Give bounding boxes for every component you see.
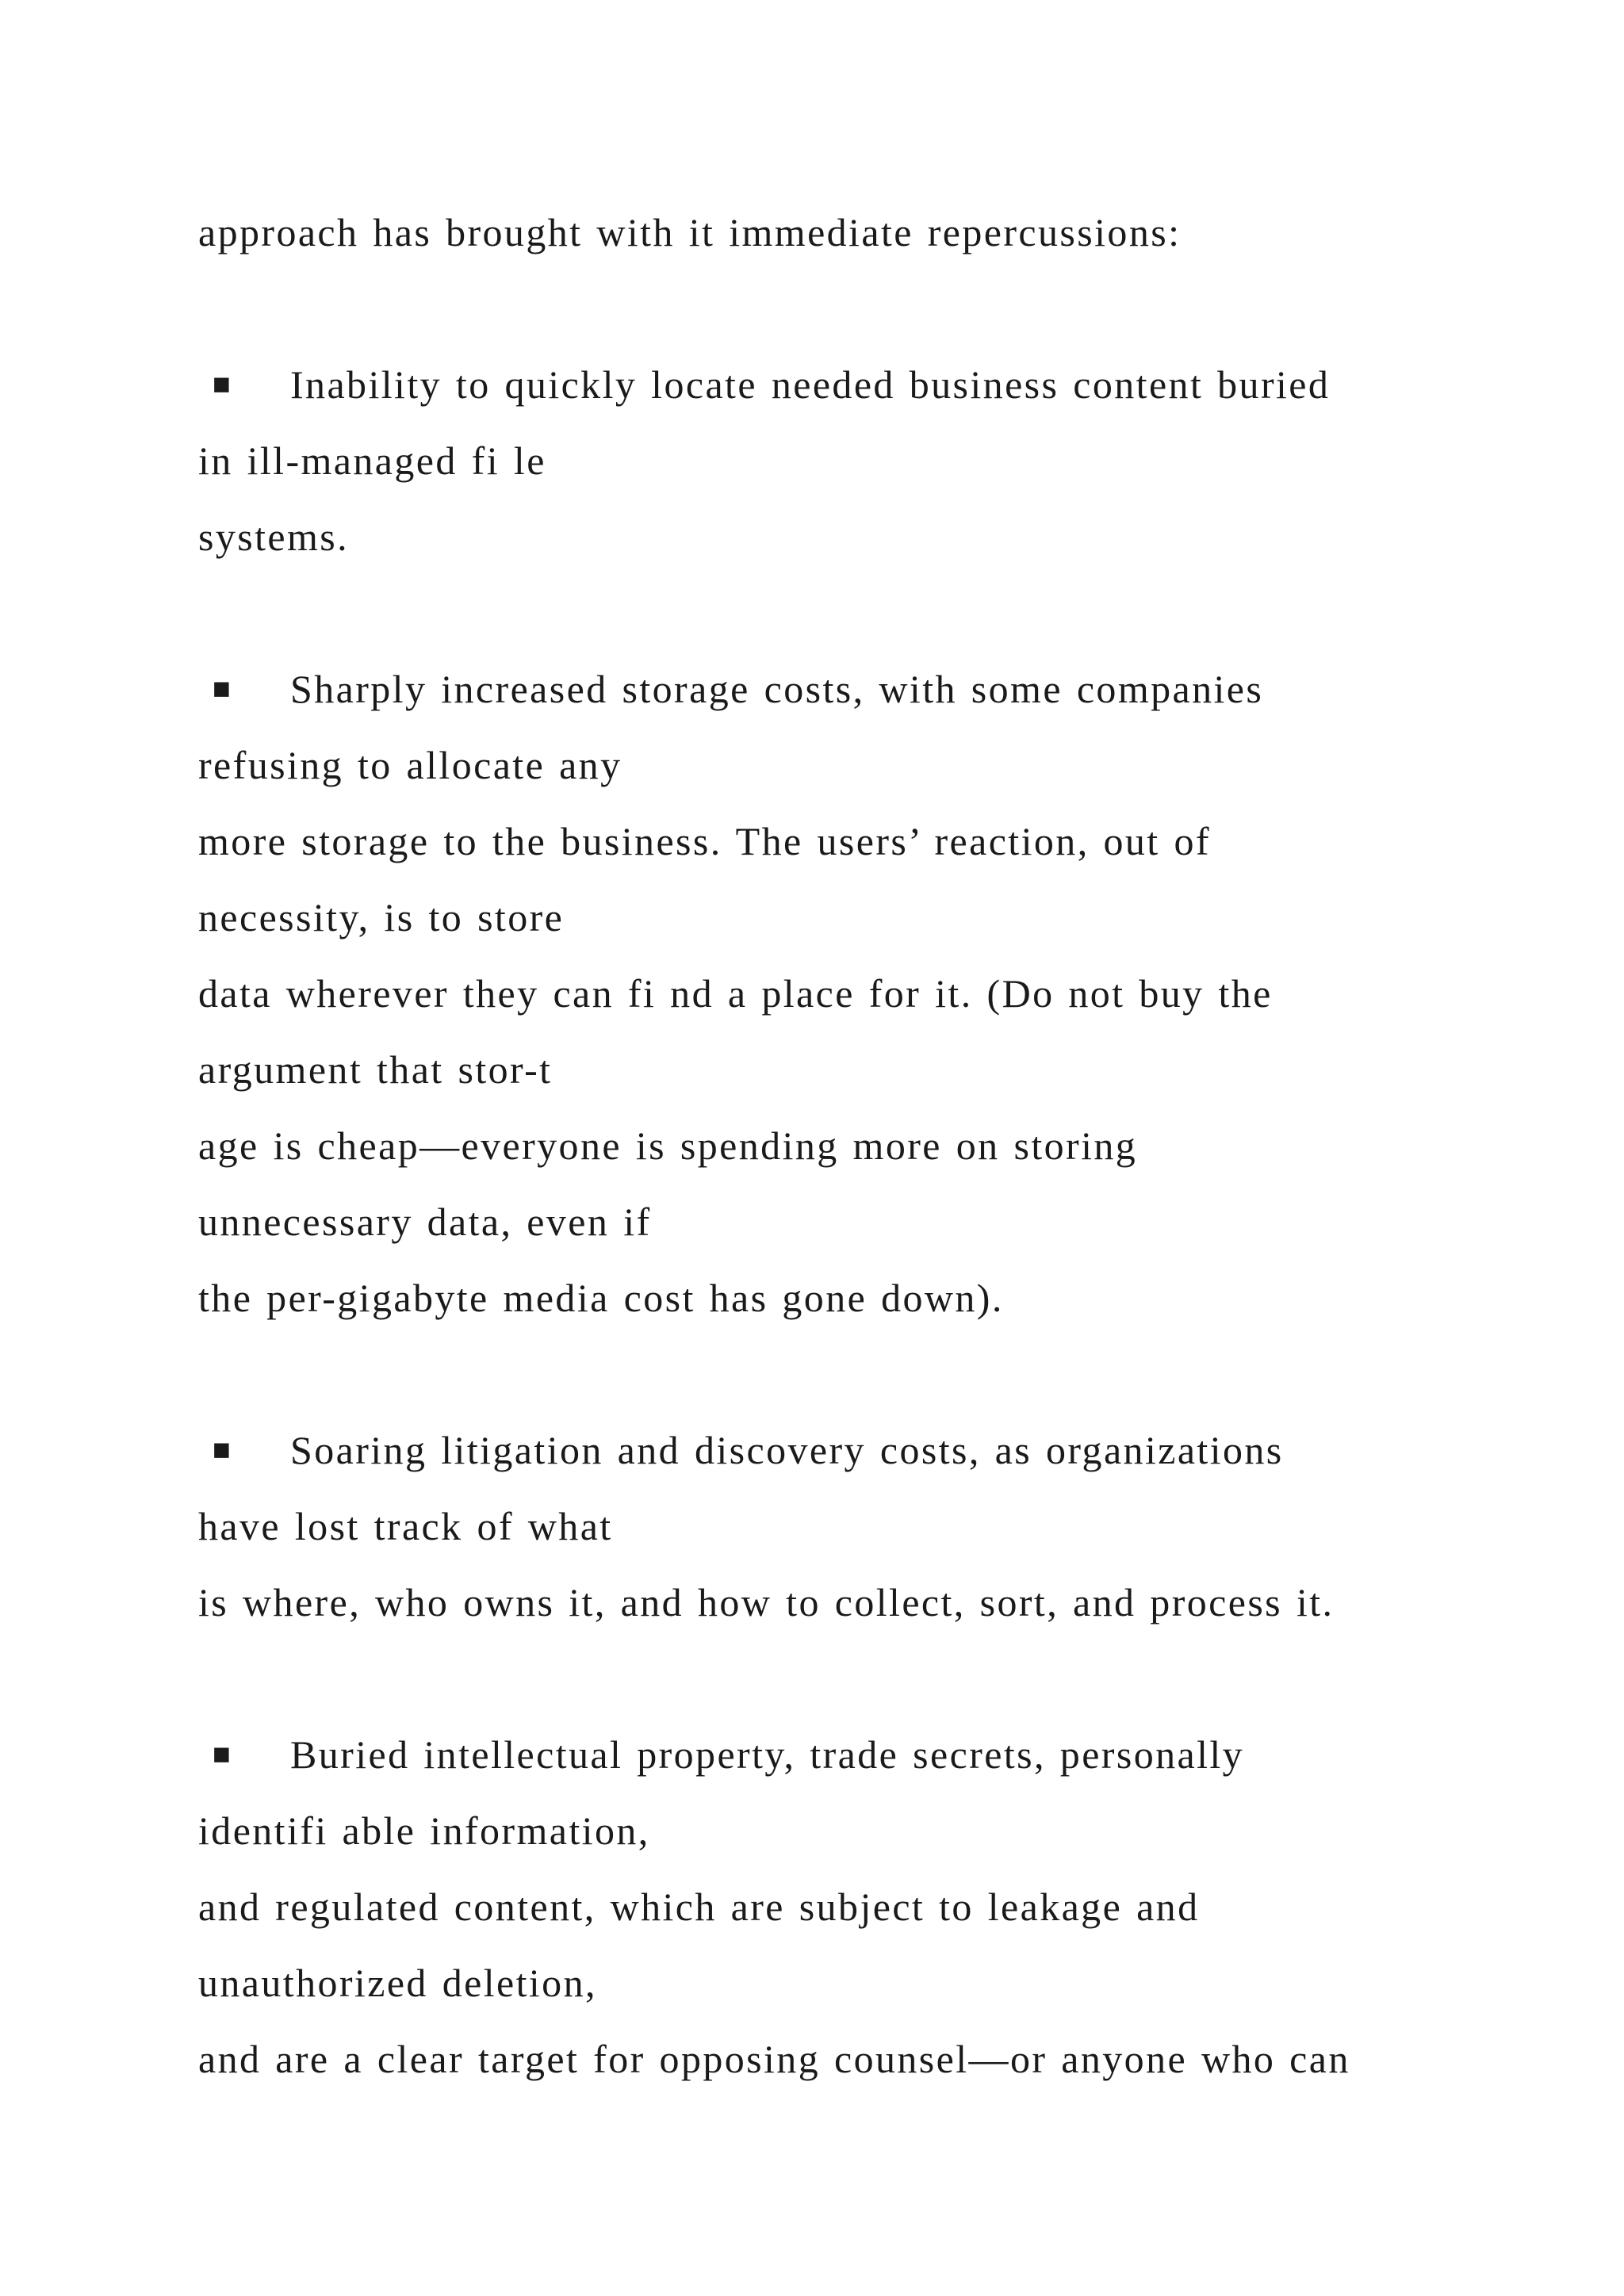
text-line: is where, who owns it, and how to collect, sort, and process it. <box>198 1580 1335 1624</box>
bullet-item-1 <box>198 346 1546 423</box>
text-line: unauthorized deletion, <box>198 1961 597 2005</box>
text-line: refusing to allocate any <box>198 743 622 787</box>
paragraph-gap <box>198 575 1546 651</box>
text-line: the per-gigabyte media cost has gone down). <box>198 1276 1004 1320</box>
text-line: in ill-managed fi le <box>198 438 546 483</box>
intro-line: approach has brought with it immediate repercussions: <box>198 210 1182 254</box>
paragraph-gap <box>198 1336 1546 1412</box>
text-line: necessity, is to store <box>198 895 565 939</box>
paragraph-gap <box>198 270 1546 346</box>
square-bullet-icon: ■ <box>213 368 233 401</box>
paragraph-gap <box>198 1640 1546 1716</box>
text-line: and regulated content, which are subject to leakage and <box>198 1885 1200 1929</box>
square-bullet-icon: ■ <box>213 1738 233 1771</box>
bullet-item-3-text: Soaring litigation and discovery costs, as organizations <box>290 1428 1284 1472</box>
text-line: unnecessary data, even if <box>198 1200 652 1244</box>
text-line: have lost track of what <box>198 1504 613 1548</box>
text-line: more storage to the business. The users’ reaction, out of <box>198 819 1211 863</box>
text-line: and are a clear target for opposing counsel—or anyone who can <box>198 2037 1350 2081</box>
text-line: identifi able information, <box>198 1808 650 1853</box>
text-line: argument that stor-t <box>198 1047 553 1092</box>
bullet-item-2-text: Sharply increased storage costs, with some companies <box>290 667 1264 711</box>
square-bullet-icon: ■ <box>213 1433 233 1467</box>
text-line: data wherever they can fi nd a place for it. (Do not buy the <box>198 971 1273 1016</box>
bullet-item-4 <box>198 1716 1546 1793</box>
text-line: age is cheap—everyone is spending more on storing <box>198 1123 1138 1168</box>
bullet-item-2 <box>198 651 1546 727</box>
bullet-item-3 <box>198 1412 1546 1488</box>
document-body <box>198 194 1546 2097</box>
bullet-item-1-text: Inability to quickly locate needed business content buried <box>290 362 1331 407</box>
text-line: systems. <box>198 515 350 559</box>
square-bullet-icon: ■ <box>213 672 233 706</box>
bullet-item-4-text: Buried intellectual property, trade secrets, personally <box>290 1732 1245 1777</box>
